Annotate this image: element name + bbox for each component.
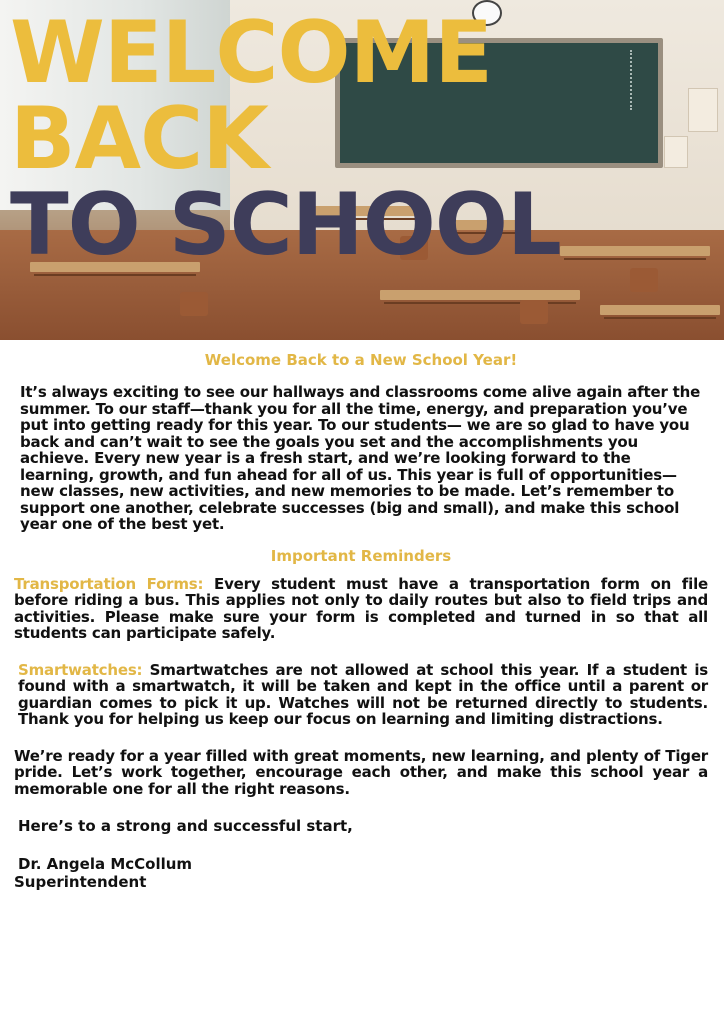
smartwatch-label: Smartwatches: bbox=[18, 660, 143, 679]
signoff-line: Here’s to a strong and successful start, bbox=[18, 817, 353, 835]
banner-title bbox=[10, 3, 561, 275]
chair bbox=[180, 292, 208, 316]
smartwatch-text: Smartwatches are not allowed at school this year. If a student is found with a smartwatch, it will be taken and kept in the office until a parent or guardian comes to pick it up. Watches will not be returned directly to students. Thank you for helping us keep our focus on learning and limiting distractions. bbox=[18, 660, 708, 728]
smartwatch-paragraph bbox=[14, 662, 708, 728]
banner-title-to-school: TO SCHOOL bbox=[10, 175, 561, 275]
transportation-text: Every student must have a transportation form on file before riding a bus. This applies not only to daily routes but also to field trips and activities. Please make sure your form is completed and turned in so that all students can participate safely. bbox=[14, 574, 708, 642]
letter-heading: Welcome Back to a New School Year! bbox=[204, 351, 518, 369]
spacer bbox=[14, 797, 708, 817]
chair bbox=[630, 268, 658, 292]
banner-title-back: BACK bbox=[10, 89, 268, 189]
spacer bbox=[14, 728, 708, 748]
wall-poster bbox=[664, 136, 688, 168]
hero-banner bbox=[0, 0, 724, 340]
signer-name: Dr. Angela McCollum bbox=[18, 855, 193, 873]
transportation-label: Transportation Forms: bbox=[14, 574, 204, 593]
closing-paragraph: We’re ready for a year filled with great moments, new learning, and plenty of Tiger pride. Let’s work together, encourage each other, and make this school year a memorable one for all the right reasons. bbox=[14, 746, 708, 798]
chair bbox=[520, 300, 548, 324]
banner-title-welcome: WELCOME bbox=[10, 3, 492, 103]
desk bbox=[600, 305, 720, 315]
desk bbox=[560, 246, 710, 256]
reminders-heading: Important Reminders bbox=[270, 546, 452, 565]
letter-body bbox=[0, 351, 724, 891]
transportation-paragraph bbox=[14, 576, 708, 642]
desk bbox=[380, 290, 580, 300]
intro-paragraph: It’s always exciting to see our hallways and classrooms come alive again after the summer. To our staff—thank you for all the time, energy, and preparation you’ve put into getting ready for this year. To our students— we are so glad to have you back and can’t wait to see the goals you set and the accomplishments you achieve. Every new year is a fresh start, and we’re looking forward to the learning, growth, and fun ahead for all of us. This year is full of opportunities—new classes, new activities, and new memories to be made. Let’s remember to support one another, celebrate successes (big and small), and make this school year one of the best yet. bbox=[20, 383, 701, 533]
signer-title: Superintendent bbox=[14, 873, 147, 891]
spacer bbox=[14, 642, 708, 662]
chalk-writing bbox=[630, 50, 640, 110]
wall-poster bbox=[688, 88, 718, 132]
spacer bbox=[14, 835, 708, 855]
